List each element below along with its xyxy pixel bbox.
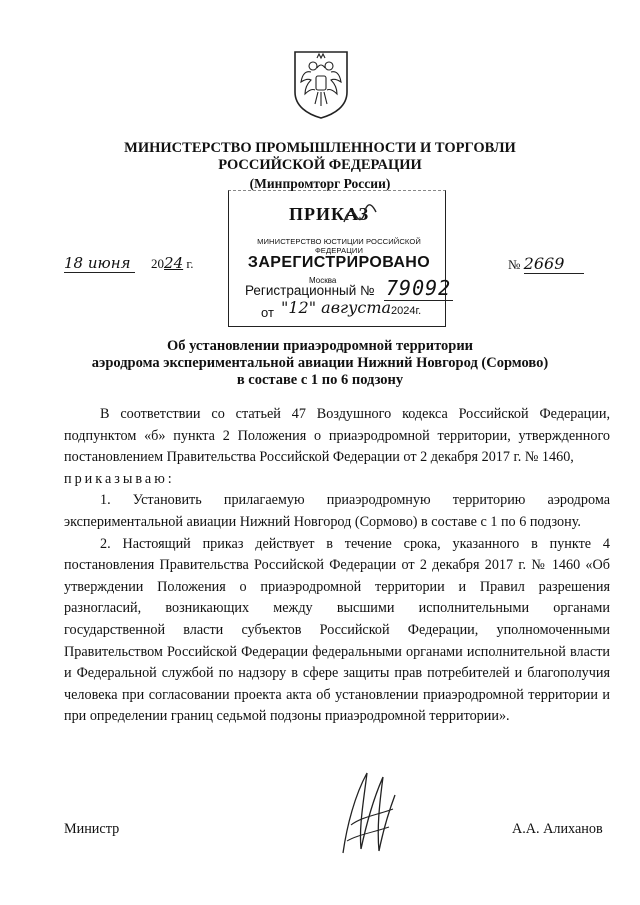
- order-number: [508, 254, 584, 274]
- stamp-reg-number: 79092: [386, 276, 452, 300]
- stamp-reg-number-label: Регистрационный №: [245, 283, 375, 298]
- signatory-name: А.А. Алиханов: [512, 821, 603, 837]
- order-date: [64, 254, 194, 273]
- order-date-suffix: г.: [186, 256, 194, 271]
- body-paragraph-preamble: В соответствии со статьей 47 Воздушного кодекса Российской Федерации, подпунктом «б» пункта 2 Положения о приаэродромной территории, утвержденного постановлением Правительства Российской Федерации от 2 декабря 2017 г. № 1460,: [64, 406, 610, 466]
- handwritten-mark: [340, 198, 380, 228]
- stamp-registration-year: 2024г.: [391, 305, 422, 317]
- order-date-day: 18 июня: [64, 254, 131, 272]
- order-number-value: 2669: [523, 254, 565, 273]
- body-paragraph-item2: 2. Настоящий приказ действует в течение срока, указанного в пункте 4 постановления Правительства Российской Федерации от 2 декабря 2017 г. № 1460 «Об утверждении Положения о приаэродромной территории и Правил разрешения разногласий, возникающих между высшими исполнительными органами государственной власти субъектов Российской Федерации, уполномоченными Правительством Российской Федерации федеральными органами исполнительной власти и Федеральной службой по надзору в сфере защиты прав потребителей и благополучия человека при согласовании проекта акта об установлении приаэродромной территории и при определении границ седьмой подзоны приаэродромной территории».: [64, 535, 610, 725]
- ministry-name-line1: МИНИСТЕРСТВО ПРОМЫШЛЕННОСТИ И ТОРГОВЛИ: [124, 140, 516, 156]
- ministry-short-name: (Минпромторг России): [249, 176, 391, 191]
- stamp-registered-label: ЗАРЕГИСТРИРОВАНО: [247, 254, 431, 271]
- stamp-city: Москва: [309, 276, 337, 285]
- stamp-registration-date: "12" августа: [281, 298, 392, 317]
- coat-of-arms-icon: [291, 48, 351, 120]
- ministry-name-line2: РОССИЙСКОЙ ФЕДЕРАЦИИ: [218, 157, 422, 173]
- document-title-line1: Об установлении приаэродромной территории: [166, 338, 474, 354]
- stamp-from-label: от: [261, 305, 274, 320]
- stamp-organization: МИНИСТЕРСТВО ЮСТИЦИИ РОССИЙСКОЙ ФЕДЕРАЦИИ: [257, 237, 421, 255]
- body-paragraph-item1: 1. Установить прилагаемую приаэродромную территорию аэродрома экспериментальной авиации Нижний Новгород (Сормово) в составе с 1 по 6 подзону.: [64, 492, 610, 530]
- signatory-role: Министр: [64, 821, 120, 837]
- document-body: [64, 404, 610, 728]
- document-title-line2: аэродрома экспериментальной авиации Нижний Новгород (Сормово): [91, 355, 549, 371]
- order-heading: ПРИКАЗ: [289, 204, 370, 224]
- order-date-year-prefix: 20: [151, 256, 165, 271]
- document-title-line3: в составе с 1 по 6 подзону: [236, 372, 404, 388]
- order-number-prefix: №: [508, 257, 521, 272]
- body-order-word: приказываю:: [64, 470, 175, 487]
- order-date-year: 24: [164, 254, 184, 272]
- handwritten-signature: [333, 765, 403, 860]
